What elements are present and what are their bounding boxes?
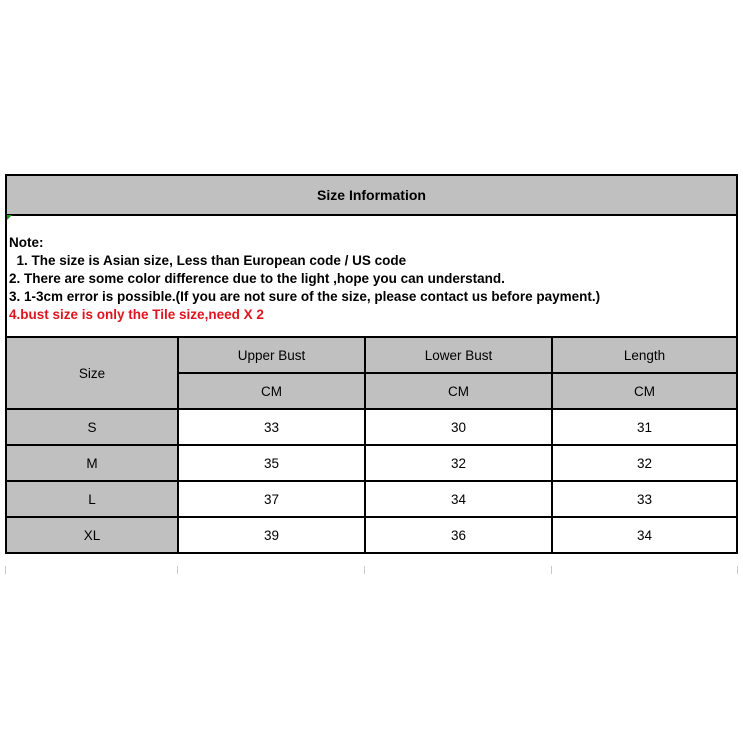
unit-length: CM: [552, 373, 736, 409]
gridline-stub: [737, 566, 738, 574]
table-row: [7, 409, 736, 445]
note-line-1: 1. The size is Asian size, Less than European code / US code: [9, 253, 407, 268]
length-value: 34: [552, 517, 736, 552]
size-table: [7, 338, 736, 552]
col-header-length: Length: [552, 338, 736, 373]
unit-lower-bust: CM: [365, 373, 552, 409]
gridline-stub: [551, 566, 552, 574]
table-row: [7, 445, 736, 481]
length-value: 31: [552, 409, 736, 445]
gridline-stub: [177, 566, 178, 574]
size-label: M: [7, 445, 178, 481]
gridline-stub: [5, 566, 6, 574]
notes-block: [7, 216, 736, 338]
cell-marker-icon: [7, 215, 12, 220]
size-chart: [5, 174, 738, 554]
upper-bust-value: 35: [178, 445, 365, 481]
size-label: XL: [7, 517, 178, 552]
gridline-stubs: [5, 566, 738, 574]
gridline-stub: [364, 566, 365, 574]
length-value: 32: [552, 445, 736, 481]
lower-bust-value: 32: [365, 445, 552, 481]
upper-bust-value: 33: [178, 409, 365, 445]
col-header-upper-bust: Upper Bust: [178, 338, 365, 373]
unit-upper-bust: CM: [178, 373, 365, 409]
col-header-lower-bust: Lower Bust: [365, 338, 552, 373]
note-line-3: 3. 1-3cm error is possible.(If you are not sure of the size, please contact us before payment.): [9, 289, 601, 304]
title-row: [7, 176, 736, 216]
upper-bust-value: 39: [178, 517, 365, 552]
note-line-2: 2. There are some color difference due to the light ,hope you can understand.: [9, 271, 505, 286]
note-line-4-highlight: 4.bust size is only the Tile size,need X 2: [9, 307, 264, 322]
table-row: [7, 517, 736, 552]
size-label: L: [7, 481, 178, 517]
upper-bust-value: 37: [178, 481, 365, 517]
notes-heading: Note:: [9, 235, 44, 250]
table-header-row: [7, 338, 736, 373]
lower-bust-value: 36: [365, 517, 552, 552]
size-header: Size: [7, 338, 178, 409]
size-label: S: [7, 409, 178, 445]
length-value: 33: [552, 481, 736, 517]
lower-bust-value: 30: [365, 409, 552, 445]
lower-bust-value: 34: [365, 481, 552, 517]
chart-title: Size Information: [317, 187, 426, 203]
table-row: [7, 481, 736, 517]
